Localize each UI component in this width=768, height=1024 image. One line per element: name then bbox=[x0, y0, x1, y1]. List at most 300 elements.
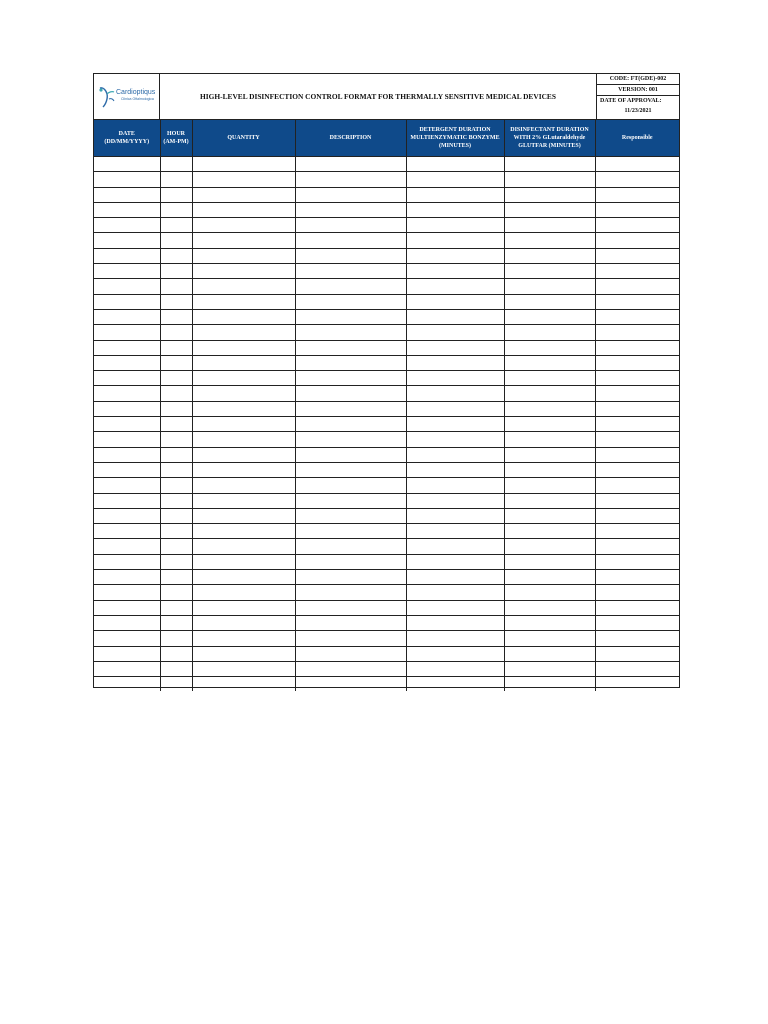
cell-disinfectant[interactable] bbox=[504, 661, 595, 676]
cell-description[interactable] bbox=[295, 585, 406, 600]
cell-description[interactable] bbox=[295, 309, 406, 324]
table-row bbox=[94, 524, 679, 539]
cell-quantity[interactable] bbox=[192, 524, 295, 539]
cell-disinfectant[interactable] bbox=[504, 646, 595, 661]
cell-hour[interactable] bbox=[160, 294, 192, 309]
cell-description[interactable] bbox=[295, 157, 406, 172]
cell-responsible[interactable] bbox=[595, 401, 679, 416]
cell-date[interactable] bbox=[94, 386, 160, 401]
cell-hour[interactable] bbox=[160, 462, 192, 477]
cell-responsible[interactable] bbox=[595, 218, 679, 233]
cell-responsible[interactable] bbox=[595, 432, 679, 447]
cell-description[interactable] bbox=[295, 524, 406, 539]
cell-detergent[interactable] bbox=[406, 524, 504, 539]
cell-responsible[interactable] bbox=[595, 462, 679, 477]
cell-date[interactable] bbox=[94, 233, 160, 248]
cell-responsible[interactable] bbox=[595, 264, 679, 279]
cell-hour[interactable] bbox=[160, 493, 192, 508]
cell-disinfectant[interactable] bbox=[504, 447, 595, 462]
cell-description[interactable] bbox=[295, 202, 406, 217]
cell-quantity[interactable] bbox=[192, 631, 295, 646]
cell-detergent[interactable] bbox=[406, 386, 504, 401]
cell-detergent[interactable] bbox=[406, 401, 504, 416]
cell-description[interactable] bbox=[295, 248, 406, 263]
table-row bbox=[94, 570, 679, 585]
cell-quantity[interactable] bbox=[192, 508, 295, 523]
table-row bbox=[94, 355, 679, 370]
cell-quantity[interactable] bbox=[192, 417, 295, 432]
cell-description[interactable] bbox=[295, 677, 406, 692]
table-row bbox=[94, 447, 679, 462]
cell-disinfectant[interactable] bbox=[504, 325, 595, 340]
cell-hour[interactable] bbox=[160, 401, 192, 416]
cell-date[interactable] bbox=[94, 493, 160, 508]
cell-description[interactable] bbox=[295, 233, 406, 248]
cell-hour[interactable] bbox=[160, 524, 192, 539]
cell-quantity[interactable] bbox=[192, 554, 295, 569]
cell-date[interactable] bbox=[94, 248, 160, 263]
cell-responsible[interactable] bbox=[595, 570, 679, 585]
cell-responsible[interactable] bbox=[595, 524, 679, 539]
table-row bbox=[94, 554, 679, 569]
cell-date[interactable] bbox=[94, 462, 160, 477]
cell-disinfectant[interactable] bbox=[504, 355, 595, 370]
cell-detergent[interactable] bbox=[406, 172, 504, 187]
table-row bbox=[94, 585, 679, 600]
cell-date[interactable] bbox=[94, 524, 160, 539]
cell-responsible[interactable] bbox=[595, 554, 679, 569]
cell-quantity[interactable] bbox=[192, 355, 295, 370]
cell-date[interactable] bbox=[94, 172, 160, 187]
disinfection-control-form bbox=[93, 73, 680, 688]
cell-date[interactable] bbox=[94, 218, 160, 233]
cell-disinfectant[interactable] bbox=[504, 371, 595, 386]
cell-hour[interactable] bbox=[160, 600, 192, 615]
cell-disinfectant[interactable] bbox=[504, 677, 595, 692]
cell-date[interactable] bbox=[94, 309, 160, 324]
table-row bbox=[94, 661, 679, 676]
table-row bbox=[94, 417, 679, 432]
cell-disinfectant[interactable] bbox=[504, 386, 595, 401]
cell-disinfectant[interactable] bbox=[504, 585, 595, 600]
cell-date[interactable] bbox=[94, 279, 160, 294]
cell-date[interactable] bbox=[94, 340, 160, 355]
cell-detergent[interactable] bbox=[406, 631, 504, 646]
cell-responsible[interactable] bbox=[595, 493, 679, 508]
cell-disinfectant[interactable] bbox=[504, 233, 595, 248]
table-row bbox=[94, 615, 679, 630]
approval-date-value: 11/23/2021 bbox=[624, 108, 652, 114]
col-header-date: DATE (DD/MM/YYYY) bbox=[94, 120, 160, 157]
table-row bbox=[94, 309, 679, 324]
cell-detergent[interactable] bbox=[406, 615, 504, 630]
cell-detergent[interactable] bbox=[406, 355, 504, 370]
table-row bbox=[94, 233, 679, 248]
cell-quantity[interactable] bbox=[192, 432, 295, 447]
cell-quantity[interactable] bbox=[192, 615, 295, 630]
cell-description[interactable] bbox=[295, 187, 406, 202]
cell-date[interactable] bbox=[94, 417, 160, 432]
cell-hour[interactable] bbox=[160, 631, 192, 646]
cell-date[interactable] bbox=[94, 539, 160, 554]
cell-detergent[interactable] bbox=[406, 218, 504, 233]
cell-date[interactable] bbox=[94, 447, 160, 462]
cell-hour[interactable] bbox=[160, 340, 192, 355]
cell-responsible[interactable] bbox=[595, 248, 679, 263]
col-header-quantity: QUANTITY bbox=[192, 120, 295, 157]
cell-date[interactable] bbox=[94, 508, 160, 523]
cell-disinfectant[interactable] bbox=[504, 600, 595, 615]
cell-responsible[interactable] bbox=[595, 294, 679, 309]
cell-disinfectant[interactable] bbox=[504, 554, 595, 569]
cell-quantity[interactable] bbox=[192, 600, 295, 615]
table-row bbox=[94, 631, 679, 646]
cell-description[interactable] bbox=[295, 401, 406, 416]
cell-hour[interactable] bbox=[160, 661, 192, 676]
cell-hour[interactable] bbox=[160, 325, 192, 340]
cell-disinfectant[interactable] bbox=[504, 478, 595, 493]
cell-disinfectant[interactable] bbox=[504, 462, 595, 477]
table-row bbox=[94, 325, 679, 340]
cell-detergent[interactable] bbox=[406, 202, 504, 217]
cell-hour[interactable] bbox=[160, 677, 192, 692]
document-meta bbox=[596, 74, 679, 119]
cell-detergent[interactable] bbox=[406, 661, 504, 676]
cell-quantity[interactable] bbox=[192, 539, 295, 554]
table-row bbox=[94, 371, 679, 386]
cell-detergent[interactable] bbox=[406, 294, 504, 309]
cell-hour[interactable] bbox=[160, 248, 192, 263]
cell-responsible[interactable] bbox=[595, 371, 679, 386]
cell-responsible[interactable] bbox=[595, 585, 679, 600]
cell-detergent[interactable] bbox=[406, 554, 504, 569]
logo-tagline: Clinica Oftalmologica bbox=[121, 97, 154, 101]
cell-responsible[interactable] bbox=[595, 615, 679, 630]
cell-description[interactable] bbox=[295, 631, 406, 646]
cell-hour[interactable] bbox=[160, 157, 192, 172]
cell-description[interactable] bbox=[295, 432, 406, 447]
cell-quantity[interactable] bbox=[192, 478, 295, 493]
cell-detergent[interactable] bbox=[406, 646, 504, 661]
cell-detergent[interactable] bbox=[406, 432, 504, 447]
cell-hour[interactable] bbox=[160, 386, 192, 401]
cell-hour[interactable] bbox=[160, 202, 192, 217]
cell-quantity[interactable] bbox=[192, 264, 295, 279]
cell-responsible[interactable] bbox=[595, 661, 679, 676]
cell-date[interactable] bbox=[94, 570, 160, 585]
cell-responsible[interactable] bbox=[595, 631, 679, 646]
cell-detergent[interactable] bbox=[406, 187, 504, 202]
cell-hour[interactable] bbox=[160, 279, 192, 294]
cell-description[interactable] bbox=[295, 218, 406, 233]
cell-disinfectant[interactable] bbox=[504, 570, 595, 585]
cell-quantity[interactable] bbox=[192, 187, 295, 202]
cell-description[interactable] bbox=[295, 615, 406, 630]
cell-disinfectant[interactable] bbox=[504, 264, 595, 279]
cell-date[interactable] bbox=[94, 355, 160, 370]
eye-drop-logo-icon bbox=[97, 85, 117, 109]
cell-quantity[interactable] bbox=[192, 309, 295, 324]
cell-hour[interactable] bbox=[160, 371, 192, 386]
cell-hour[interactable] bbox=[160, 355, 192, 370]
cell-disinfectant[interactable] bbox=[504, 248, 595, 263]
table-header-row bbox=[94, 120, 679, 157]
cell-description[interactable] bbox=[295, 600, 406, 615]
log-table bbox=[94, 120, 679, 691]
table-row bbox=[94, 187, 679, 202]
cell-description[interactable] bbox=[295, 340, 406, 355]
cell-disinfectant[interactable] bbox=[504, 187, 595, 202]
document-title: HIGH-LEVEL DISINFECTION CONTROL FORMAT FOR THERMALLY SENSITIVE MEDICAL DEVICES bbox=[200, 92, 556, 101]
cell-detergent[interactable] bbox=[406, 264, 504, 279]
cell-disinfectant[interactable] bbox=[504, 508, 595, 523]
cell-description[interactable] bbox=[295, 417, 406, 432]
cell-hour[interactable] bbox=[160, 615, 192, 630]
cell-date[interactable] bbox=[94, 325, 160, 340]
cell-detergent[interactable] bbox=[406, 325, 504, 340]
cell-responsible[interactable] bbox=[595, 386, 679, 401]
cell-date[interactable] bbox=[94, 615, 160, 630]
cell-description[interactable] bbox=[295, 355, 406, 370]
cell-quantity[interactable] bbox=[192, 585, 295, 600]
cell-detergent[interactable] bbox=[406, 570, 504, 585]
cell-responsible[interactable] bbox=[595, 600, 679, 615]
cell-date[interactable] bbox=[94, 202, 160, 217]
cell-quantity[interactable] bbox=[192, 493, 295, 508]
cell-date[interactable] bbox=[94, 264, 160, 279]
cell-detergent[interactable] bbox=[406, 157, 504, 172]
cell-quantity[interactable] bbox=[192, 202, 295, 217]
table-row bbox=[94, 401, 679, 416]
cell-responsible[interactable] bbox=[595, 309, 679, 324]
cell-date[interactable] bbox=[94, 600, 160, 615]
cell-disinfectant[interactable] bbox=[504, 401, 595, 416]
cell-quantity[interactable] bbox=[192, 279, 295, 294]
cell-quantity[interactable] bbox=[192, 340, 295, 355]
cell-hour[interactable] bbox=[160, 585, 192, 600]
cell-quantity[interactable] bbox=[192, 661, 295, 676]
document-version: VERSION: 001 bbox=[597, 85, 679, 96]
cell-disinfectant[interactable] bbox=[504, 417, 595, 432]
cell-responsible[interactable] bbox=[595, 233, 679, 248]
cell-detergent[interactable] bbox=[406, 600, 504, 615]
cell-disinfectant[interactable] bbox=[504, 309, 595, 324]
cell-disinfectant[interactable] bbox=[504, 157, 595, 172]
table-row bbox=[94, 493, 679, 508]
cell-description[interactable] bbox=[295, 646, 406, 661]
cell-disinfectant[interactable] bbox=[504, 432, 595, 447]
cell-quantity[interactable] bbox=[192, 172, 295, 187]
cell-quantity[interactable] bbox=[192, 462, 295, 477]
cell-hour[interactable] bbox=[160, 187, 192, 202]
cell-detergent[interactable] bbox=[406, 248, 504, 263]
cell-date[interactable] bbox=[94, 157, 160, 172]
cell-detergent[interactable] bbox=[406, 585, 504, 600]
cell-hour[interactable] bbox=[160, 233, 192, 248]
cell-hour[interactable] bbox=[160, 508, 192, 523]
cell-quantity[interactable] bbox=[192, 570, 295, 585]
cell-detergent[interactable] bbox=[406, 417, 504, 432]
cell-hour[interactable] bbox=[160, 570, 192, 585]
cell-responsible[interactable] bbox=[595, 325, 679, 340]
table-row bbox=[94, 172, 679, 187]
cell-description[interactable] bbox=[295, 661, 406, 676]
log-table-body bbox=[94, 157, 679, 692]
cell-responsible[interactable] bbox=[595, 539, 679, 554]
cell-date[interactable] bbox=[94, 294, 160, 309]
cell-detergent[interactable] bbox=[406, 478, 504, 493]
cell-responsible[interactable] bbox=[595, 646, 679, 661]
table-row bbox=[94, 157, 679, 172]
cell-quantity[interactable] bbox=[192, 294, 295, 309]
cell-hour[interactable] bbox=[160, 447, 192, 462]
cell-quantity[interactable] bbox=[192, 218, 295, 233]
cell-detergent[interactable] bbox=[406, 233, 504, 248]
cell-date[interactable] bbox=[94, 631, 160, 646]
col-header-description: DESCRIPTION bbox=[295, 120, 406, 157]
table-row bbox=[94, 218, 679, 233]
cell-quantity[interactable] bbox=[192, 677, 295, 692]
cell-description[interactable] bbox=[295, 570, 406, 585]
table-row bbox=[94, 340, 679, 355]
col-header-hour: HOUR (AM-PM) bbox=[160, 120, 192, 157]
cell-responsible[interactable] bbox=[595, 202, 679, 217]
cell-description[interactable] bbox=[295, 493, 406, 508]
document-code: CODE: FT(GDE)-002 bbox=[597, 74, 679, 85]
cell-date[interactable] bbox=[94, 371, 160, 386]
cell-disinfectant[interactable] bbox=[504, 615, 595, 630]
cell-hour[interactable] bbox=[160, 646, 192, 661]
cell-quantity[interactable] bbox=[192, 401, 295, 416]
cell-responsible[interactable] bbox=[595, 478, 679, 493]
cell-description[interactable] bbox=[295, 508, 406, 523]
table-row bbox=[94, 462, 679, 477]
cell-hour[interactable] bbox=[160, 218, 192, 233]
table-row bbox=[94, 264, 679, 279]
table-row bbox=[94, 202, 679, 217]
cell-disinfectant[interactable] bbox=[504, 493, 595, 508]
logo-cell bbox=[94, 74, 160, 119]
cell-hour[interactable] bbox=[160, 478, 192, 493]
cell-date[interactable] bbox=[94, 661, 160, 676]
cell-description[interactable] bbox=[295, 554, 406, 569]
cell-date[interactable] bbox=[94, 677, 160, 692]
cell-date[interactable] bbox=[94, 432, 160, 447]
cell-description[interactable] bbox=[295, 478, 406, 493]
table-row bbox=[94, 600, 679, 615]
cell-responsible[interactable] bbox=[595, 172, 679, 187]
cell-responsible[interactable] bbox=[595, 355, 679, 370]
cell-detergent[interactable] bbox=[406, 340, 504, 355]
cell-disinfectant[interactable] bbox=[504, 294, 595, 309]
cell-quantity[interactable] bbox=[192, 646, 295, 661]
cell-hour[interactable] bbox=[160, 432, 192, 447]
table-row bbox=[94, 539, 679, 554]
table-row bbox=[94, 646, 679, 661]
table-row bbox=[94, 508, 679, 523]
logo-name: Cardioptiqus bbox=[116, 89, 156, 96]
cell-responsible[interactable] bbox=[595, 447, 679, 462]
cell-hour[interactable] bbox=[160, 539, 192, 554]
cell-quantity[interactable] bbox=[192, 371, 295, 386]
cell-date[interactable] bbox=[94, 187, 160, 202]
cell-description[interactable] bbox=[295, 279, 406, 294]
cell-date[interactable] bbox=[94, 585, 160, 600]
table-row bbox=[94, 294, 679, 309]
cell-description[interactable] bbox=[295, 462, 406, 477]
cell-responsible[interactable] bbox=[595, 508, 679, 523]
approval-date-label: DATE OF APPROVAL: bbox=[600, 98, 662, 104]
cell-disinfectant[interactable] bbox=[504, 218, 595, 233]
col-header-disinfectant-duration: DISINFECTANT DURATION WITH 2% GLutaraldehyde GLUTFAR (MINUTES) bbox=[504, 120, 595, 157]
cell-disinfectant[interactable] bbox=[504, 631, 595, 646]
table-row bbox=[94, 478, 679, 493]
cell-responsible[interactable] bbox=[595, 417, 679, 432]
table-row bbox=[94, 432, 679, 447]
cell-disinfectant[interactable] bbox=[504, 279, 595, 294]
cell-detergent[interactable] bbox=[406, 447, 504, 462]
cell-description[interactable] bbox=[295, 294, 406, 309]
cell-quantity[interactable] bbox=[192, 248, 295, 263]
table-row bbox=[94, 386, 679, 401]
cell-hour[interactable] bbox=[160, 309, 192, 324]
cell-detergent[interactable] bbox=[406, 539, 504, 554]
cell-responsible[interactable] bbox=[595, 187, 679, 202]
cell-date[interactable] bbox=[94, 478, 160, 493]
cell-description[interactable] bbox=[295, 172, 406, 187]
cell-description[interactable] bbox=[295, 325, 406, 340]
cell-responsible[interactable] bbox=[595, 157, 679, 172]
cell-description[interactable] bbox=[295, 386, 406, 401]
cell-detergent[interactable] bbox=[406, 493, 504, 508]
cell-detergent[interactable] bbox=[406, 508, 504, 523]
cell-hour[interactable] bbox=[160, 417, 192, 432]
cell-quantity[interactable] bbox=[192, 157, 295, 172]
table-row bbox=[94, 279, 679, 294]
cell-quantity[interactable] bbox=[192, 325, 295, 340]
cell-description[interactable] bbox=[295, 371, 406, 386]
cell-date[interactable] bbox=[94, 646, 160, 661]
cell-disinfectant[interactable] bbox=[504, 172, 595, 187]
cell-date[interactable] bbox=[94, 554, 160, 569]
cell-description[interactable] bbox=[295, 447, 406, 462]
cell-responsible[interactable] bbox=[595, 340, 679, 355]
cell-detergent[interactable] bbox=[406, 677, 504, 692]
cell-date[interactable] bbox=[94, 401, 160, 416]
cell-description[interactable] bbox=[295, 264, 406, 279]
cell-disinfectant[interactable] bbox=[504, 539, 595, 554]
cell-detergent[interactable] bbox=[406, 309, 504, 324]
cell-quantity[interactable] bbox=[192, 386, 295, 401]
cell-detergent[interactable] bbox=[406, 462, 504, 477]
cell-hour[interactable] bbox=[160, 554, 192, 569]
cell-responsible[interactable] bbox=[595, 279, 679, 294]
cell-disinfectant[interactable] bbox=[504, 524, 595, 539]
cell-hour[interactable] bbox=[160, 172, 192, 187]
col-header-responsible: Responsible bbox=[595, 120, 679, 157]
cell-detergent[interactable] bbox=[406, 279, 504, 294]
cell-hour[interactable] bbox=[160, 264, 192, 279]
col-header-detergent-duration: DETERGENT DURATION MULTIENZYMATIC BONZYME (MINUTES) bbox=[406, 120, 504, 157]
cell-quantity[interactable] bbox=[192, 447, 295, 462]
cell-responsible[interactable] bbox=[595, 677, 679, 692]
cell-description[interactable] bbox=[295, 539, 406, 554]
cell-disinfectant[interactable] bbox=[504, 340, 595, 355]
table-row bbox=[94, 248, 679, 263]
cell-detergent[interactable] bbox=[406, 371, 504, 386]
cell-disinfectant[interactable] bbox=[504, 202, 595, 217]
cell-quantity[interactable] bbox=[192, 233, 295, 248]
